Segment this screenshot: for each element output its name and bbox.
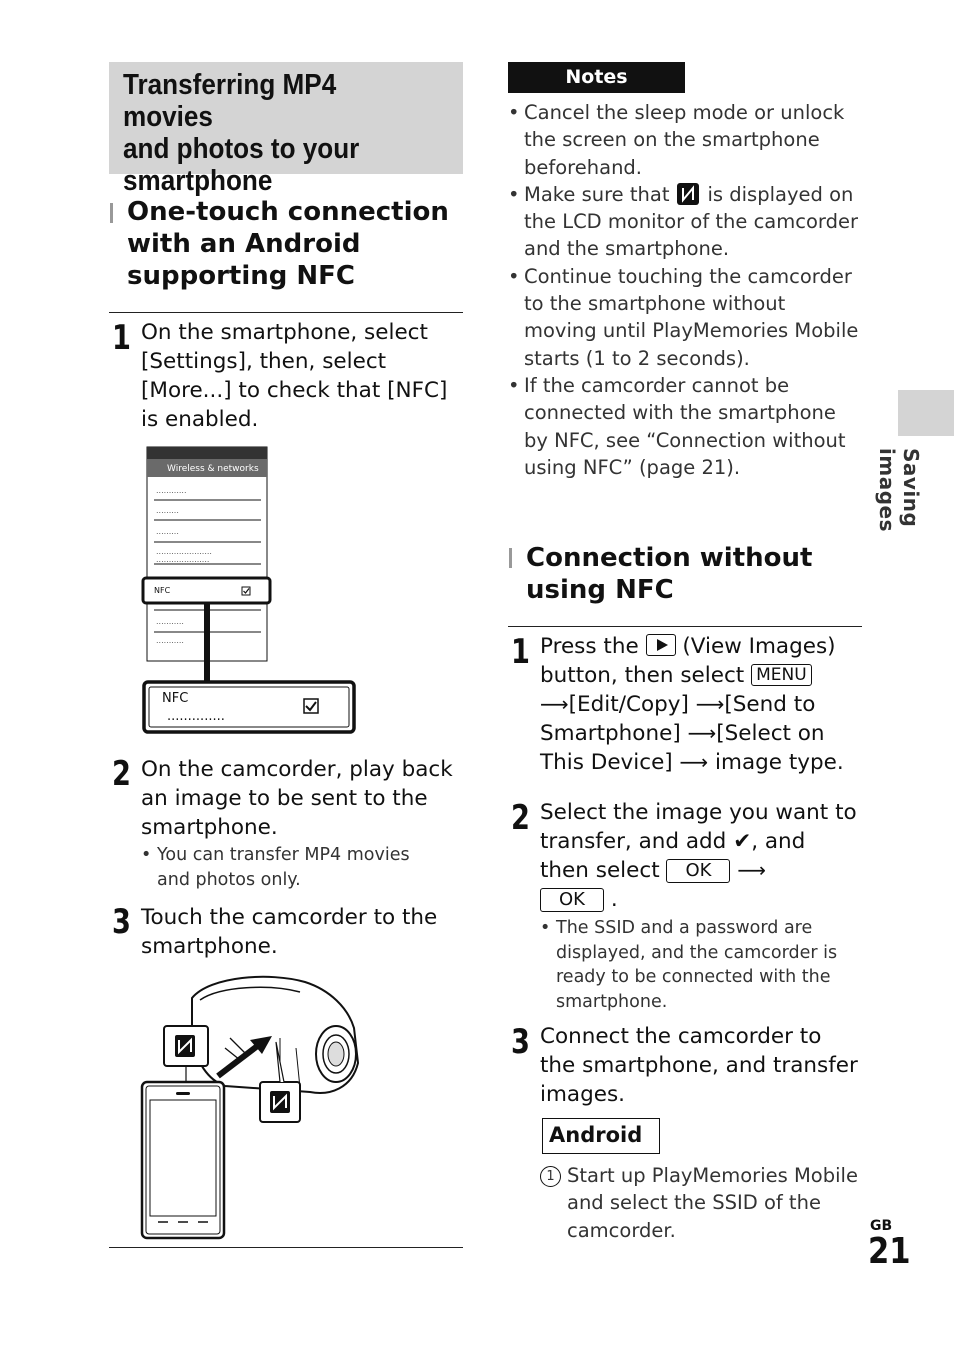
android-label: Android <box>542 1118 660 1154</box>
nfc-icon <box>677 183 699 205</box>
step-number: 3 <box>511 1022 530 1062</box>
step-number: 2 <box>511 798 530 838</box>
section-title-box <box>109 62 463 197</box>
menu-header-label: Wireless & networks <box>167 464 259 474</box>
ok-button-icon: OK <box>666 859 730 883</box>
heading-marker <box>110 203 113 223</box>
nfc-touch-figure <box>130 968 370 1244</box>
svg-text:...........: ........... <box>156 617 184 626</box>
divider <box>109 312 463 313</box>
step-note: • You can transfer MP4 movies and photos only. <box>141 845 410 890</box>
step-text: Touch the camcorder to the smartphone. <box>141 905 438 959</box>
notes-header: Notes <box>508 62 685 93</box>
arrow-icon: ⟶ <box>737 858 766 882</box>
step-number: 1 <box>511 632 530 672</box>
nfc-row-label: NFC <box>154 586 171 595</box>
note-item: • Cancel the sleep mode or unlock the screen on the smartphone beforehand. <box>508 101 845 179</box>
step-text: Connect the camcorder to the smartphone, and transfer images. <box>540 1024 858 1107</box>
note-item: • If the camcorder cannot be connected with the smartphone by NFC, see “Connection without using NFC” (page 21). <box>508 373 846 479</box>
step-text: Select the image you want to transfer, and add ✔, and then select OK ⟶ OK . <box>540 800 857 912</box>
nfc-zoom-label: NFC <box>162 691 189 706</box>
divider <box>109 1247 463 1248</box>
step-number: 1 <box>112 318 131 358</box>
arrow-icon: ⟶ <box>687 721 717 745</box>
no-nfc-heading: Connection without using NFC <box>526 543 813 605</box>
section-tab <box>898 390 954 436</box>
page-title: Transferring MP4 movies and photos to your smartphone <box>123 69 360 197</box>
sub-step: 1 Start up PlayMemories Mobile and select the SSID of the camcorder. <box>540 1162 860 1244</box>
page-region: GB <box>870 1218 893 1234</box>
divider <box>508 626 862 627</box>
notes-list <box>508 99 860 481</box>
ok-button-icon: OK <box>540 888 604 912</box>
step-number: 3 <box>112 902 131 942</box>
circled-number: 1 <box>540 1166 561 1187</box>
svg-text:............: ............ <box>156 486 187 495</box>
side-section-label: Saving images <box>875 448 923 532</box>
arrow-icon: ⟶ <box>540 692 569 716</box>
step-text: On the camcorder, play back an image to be sent to the smartphone. <box>141 757 453 840</box>
page-number: 21 <box>868 1231 911 1272</box>
checkmark-icon: ✔ <box>733 829 752 854</box>
step-note: • The SSID and a password are displayed, and the camcorder is ready to be connected with the smartphone. <box>540 918 838 1012</box>
svg-text:.........: ......... <box>156 506 179 515</box>
svg-text:.....................: ..................... <box>156 555 210 564</box>
svg-text:...........: ........... <box>156 636 184 645</box>
svg-text:.........: ......... <box>156 527 179 536</box>
heading-marker <box>509 548 512 568</box>
nfc-heading: One-touch connection with an Android supporting NFC <box>127 197 449 291</box>
arrow-icon: ⟶ <box>695 692 725 716</box>
step-number: 2 <box>112 754 131 794</box>
note-item: • Continue touching the camcorder to the smartphone without moving until PlayMemories Mobile starts (1 to 2 seconds). <box>508 264 859 370</box>
step-text: Press the (View Images) button, then select MENU ⟶[Edit/Copy] ⟶[Send to Smartphone] ⟶[Select on This Device] ⟶ image type. <box>540 634 844 775</box>
svg-text:......................: ...................... <box>156 547 212 556</box>
step-text: On the smartphone, select [Settings], then, select [More...] to check that [NFC] is enabled. <box>141 320 448 432</box>
arrow-icon: ⟶ <box>679 750 709 774</box>
svg-text:..............: .............. <box>167 709 225 724</box>
nfc-settings-figure <box>140 446 360 738</box>
menu-key: MENU <box>751 664 812 686</box>
view-images-icon <box>646 634 676 656</box>
note-item: • Make sure that is displayed on the LCD monitor of the camcorder and the smartphone. <box>508 182 858 261</box>
